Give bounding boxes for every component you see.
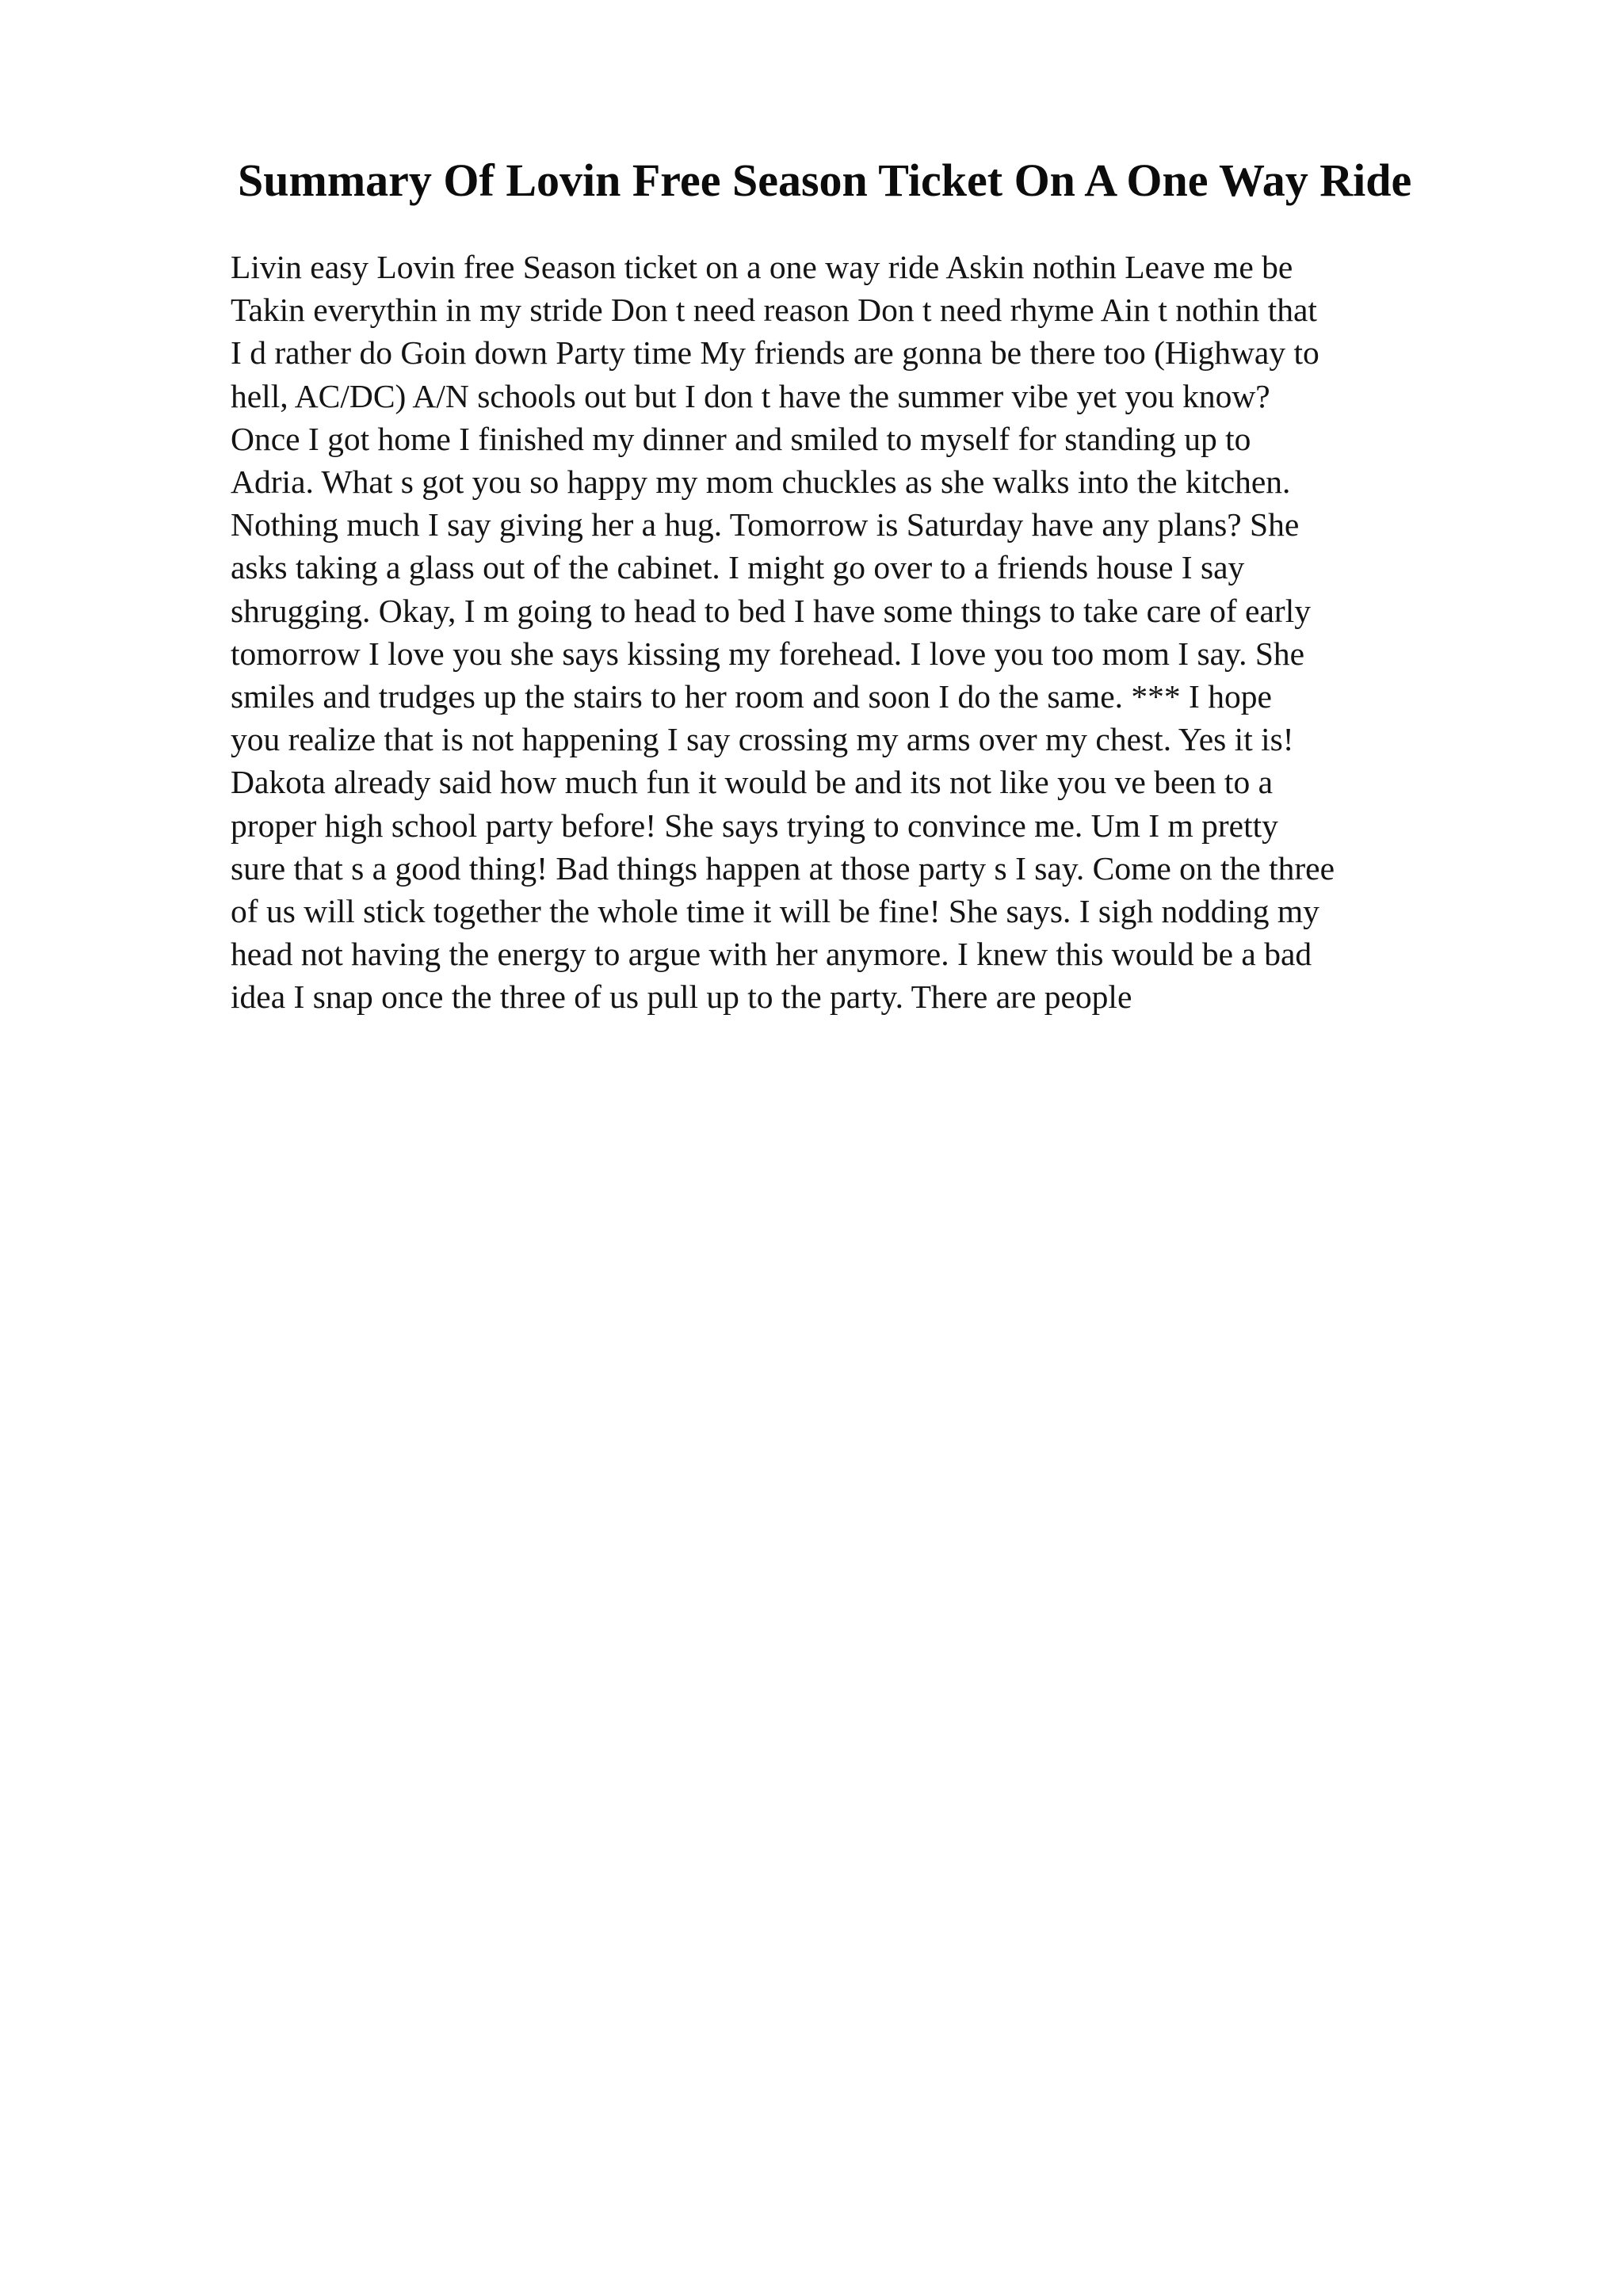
body-line: sure that s a good thing! Bad things happen at those party s I say. Come on the three — [231, 849, 1335, 887]
body-line: tomorrow I love you she says kissing my forehead. I love you too mom I say. She — [231, 635, 1305, 672]
body-line: smiles and trudges up the stairs to her room and soon I do the same. *** I hope — [231, 678, 1272, 715]
body-line: Takin everythin in my stride Don t need reason Don t need rhyme Ain t nothin that — [231, 292, 1317, 329]
body-line: proper high school party before! She says trying to convince me. Um I m pretty — [231, 807, 1278, 844]
body-line: head not having the energy to argue with her anymore. I knew this would be a bad — [231, 936, 1312, 973]
body-line: Nothing much I say giving her a hug. Tomorrow is Saturday have any plans? She — [231, 506, 1300, 543]
body-line: asks taking a glass out of the cabinet. I might go over to a friends house I say — [231, 549, 1245, 586]
document-title: Summary Of Lovin Free Season Ticket On A One Way Ride — [238, 154, 1412, 206]
body-line: Adria. What s got you so happy my mom chuckles as she walks into the kitchen. — [231, 463, 1291, 501]
body-line: Dakota already said how much fun it would be and its not like you ve been to a — [231, 764, 1273, 801]
body-line: idea I snap once the three of us pull up to the party. There are people — [231, 978, 1132, 1016]
body-line: shrugging. Okay, I m going to head to bed I have some things to take care of early — [231, 592, 1311, 629]
body-line: Once I got home I finished my dinner and smiled to myself for standing up to — [231, 420, 1251, 457]
document-body — [231, 246, 1499, 1019]
body-line: Livin easy Lovin free Season ticket on a one way ride Askin nothin Leave me be — [231, 249, 1293, 285]
body-line: you realize that is not happening I say crossing my arms over my chest. Yes it is! — [231, 721, 1294, 758]
body-line: I d rather do Goin down Party time My friends are gonna be there too (Highway to — [231, 334, 1319, 372]
body-line: of us will stick together the whole time it will be fine! She says. I sigh nodding my — [231, 893, 1319, 930]
body-line: hell, AC/DC) A/N schools out but I don t have the summer vibe yet you know? — [231, 377, 1270, 414]
